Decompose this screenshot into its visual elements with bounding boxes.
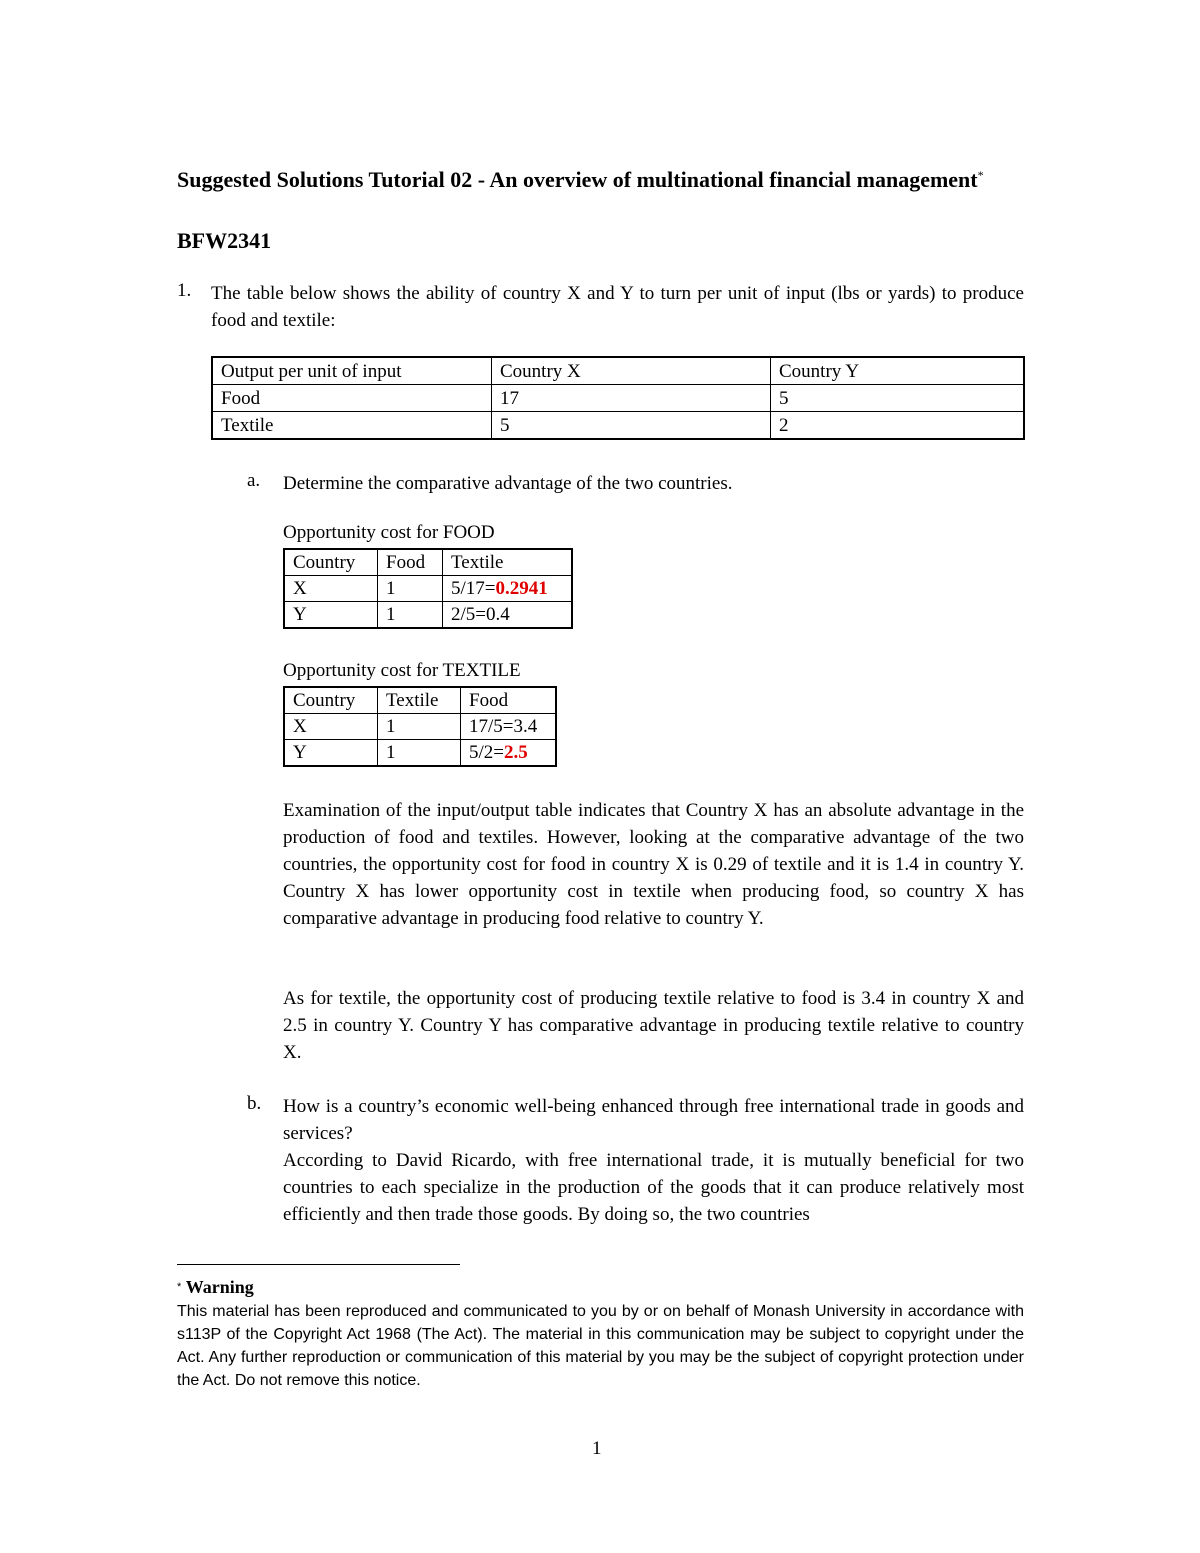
table-cell: X: [284, 714, 378, 740]
table-cell: 1: [378, 740, 461, 767]
table-cell: X: [284, 576, 378, 602]
table-header-row: [284, 549, 572, 576]
table-cell: 1: [378, 602, 443, 629]
part-a-question: Determine the comparative advantage of the two countries.: [283, 473, 733, 494]
footnote-heading: Warning: [185, 1277, 254, 1297]
table-row: [212, 412, 1024, 440]
answer-paragraph: Examination of the input/output table indicates that Country X has an absolute advantage in the production of food and textiles. However, looking at the comparative advantage of the two countries, the opportunity cost for food in country X is 0.29 of textile and it is 1.4 in country Y. Country X has lower opportunity cost in textile when producing food, so country X has comparative advantage in producing food relative to country Y.: [283, 800, 1024, 929]
table-cell: 1: [378, 714, 461, 740]
textile-table-caption: Opportunity cost for TEXTILE: [283, 660, 521, 681]
highlighted-result: 2.5: [504, 742, 528, 763]
table-header-cell: Output per unit of input: [212, 357, 492, 385]
calculation-text: 5/2=: [469, 742, 504, 763]
part-b-label: b.: [247, 1093, 262, 1114]
page-number: 1: [592, 1438, 602, 1459]
table-row: [284, 602, 572, 629]
food-opportunity-cost-table: [283, 548, 573, 629]
table-cell: [461, 714, 557, 740]
table-header-cell: Country Y: [771, 357, 1025, 385]
table-header-row: [284, 687, 556, 714]
table-header-row: [212, 357, 1024, 385]
course-code: BFW2341: [177, 228, 272, 253]
footnote-text: This material has been reproduced and communicated to you by or on behalf of Monash University in accordance with s113P of the Copyright Act 1968 (The Act). The material in this communication may be subject to copyright under the Act. Any further reproduction or communication of this material by you may be the subject of copyright protection under the Act. Do not remove this notice.: [177, 1303, 1024, 1389]
table-cell: Y: [284, 740, 378, 767]
food-table-caption: Opportunity cost for FOOD: [283, 522, 495, 543]
table-cell: Food: [212, 385, 492, 412]
table-cell: Y: [284, 602, 378, 629]
input-output-table: [211, 356, 1025, 440]
table-header-cell: Country: [284, 687, 378, 714]
table-row: [284, 714, 556, 740]
answer-paragraph: As for textile, the opportunity cost of producing textile relative to food is 3.4 in country X and 2.5 in country Y. Country Y has comparative advantage in producing textile relative to country X.: [283, 988, 1024, 1063]
table-row: [284, 576, 572, 602]
table-cell: 17: [492, 385, 771, 412]
table-cell: [443, 602, 573, 629]
table-header-cell: Country: [284, 549, 378, 576]
table-header-cell: Food: [461, 687, 557, 714]
table-cell: 5: [771, 385, 1025, 412]
footnote-separator: [177, 1264, 460, 1265]
calculation-text: 2/5=0.4: [451, 604, 510, 625]
part-b-question: How is a country’s economic well-being enhanced through free international trade in goods and services?: [283, 1096, 1024, 1144]
calculation-text: 5/17=: [451, 578, 496, 599]
table-cell: 5: [492, 412, 771, 440]
highlighted-result: 0.2941: [495, 578, 548, 599]
table-cell: Textile: [212, 412, 492, 440]
table-cell: 2: [771, 412, 1025, 440]
document-title: Suggested Solutions Tutorial 02 - An overview of multinational financial management*: [177, 167, 984, 192]
part-b-answer: According to David Ricardo, with free international trade, it is mutually beneficial for two countries to each specialize in the production of the goods that it can produce relatively most efficiently and then trade those goods. By doing so, the two countries: [283, 1150, 1024, 1225]
table-header-cell: Country X: [492, 357, 771, 385]
footnote-mark: *: [177, 1281, 182, 1293]
table-cell: [461, 740, 557, 767]
footnote: [177, 1276, 1024, 1392]
footnote-reference[interactable]: *: [977, 168, 984, 182]
calculation-text: 17/5=3.4: [469, 716, 538, 737]
table-header-cell: Textile: [443, 549, 573, 576]
table-header-cell: Food: [378, 549, 443, 576]
table-cell: 1: [378, 576, 443, 602]
part-a-label: a.: [247, 470, 261, 491]
table-row: [212, 385, 1024, 412]
table-header-cell: Textile: [378, 687, 461, 714]
question-text: The table below shows the ability of country X and Y to turn per unit of input (lbs or yards) to produce food and textile:: [211, 283, 1024, 331]
table-row: [284, 740, 556, 767]
textile-opportunity-cost-table: [283, 686, 557, 767]
question-number: 1.: [177, 280, 192, 301]
table-cell: [443, 576, 573, 602]
